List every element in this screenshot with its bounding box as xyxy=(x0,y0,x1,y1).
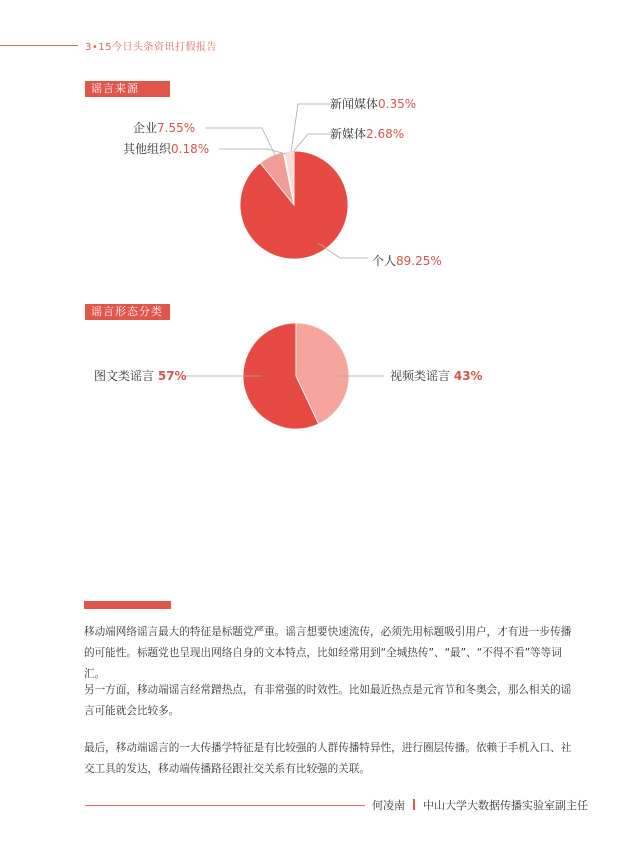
label-image-text: 图文类谣言 57% xyxy=(94,369,187,383)
label-individual: 个人89.25% xyxy=(372,254,442,268)
report-title: 3•15今日头条资讯打假报告 xyxy=(85,42,217,53)
paragraph-hot-topics: 另一方面，移动端谣言经常蹭热点，有非常强的时效性。比如最近热点是元宵节和冬奥会，那么相关的谣言可能就会比较多。 xyxy=(84,684,572,717)
section-tag-form: 谣言形态分类 xyxy=(85,304,170,320)
leader-new-media xyxy=(293,134,330,152)
author-name: 何凌南 xyxy=(372,799,405,812)
author-title: 中山大学大数据传播实验室副主任 xyxy=(423,799,588,812)
leader-news-media xyxy=(291,104,330,152)
label-news-media: 新闻媒体0.35% xyxy=(330,97,417,111)
paragraph-title-bait: 移动端网络谣言最大的特征是标题党严重。谣言想要快速流传，必须先用标题吸引用户，才有进一步传播的可能性。标题党也呈现出网络自身的文本特点，比如经常用到“全城热传”、“最”、“不得不看”等等词汇。 xyxy=(84,626,572,680)
body-divider xyxy=(84,601,171,609)
label-other-org: 其他组织0.18% xyxy=(123,142,210,156)
paragraph-social-spread: 最后，移动端谣言的一大传播学特征是有比较强的人群传播特异性，进行圈层传播。依赖于手机入口、社交工具的发达，移动端传播路径跟社交关系有比较强的关联。 xyxy=(84,742,572,775)
label-new-media: 新媒体2.68% xyxy=(330,127,405,141)
label-enterprise: 企业7.55% xyxy=(133,121,196,135)
label-video: 视频类谣言 43% xyxy=(390,369,483,383)
footer-rule xyxy=(85,805,365,806)
section-tag-source: 谣言来源 xyxy=(85,81,170,97)
pie-source xyxy=(240,151,348,259)
author-signature xyxy=(372,797,588,813)
leader-other-org xyxy=(219,149,286,154)
leader-enterprise xyxy=(205,128,277,159)
author-separator xyxy=(413,799,415,810)
